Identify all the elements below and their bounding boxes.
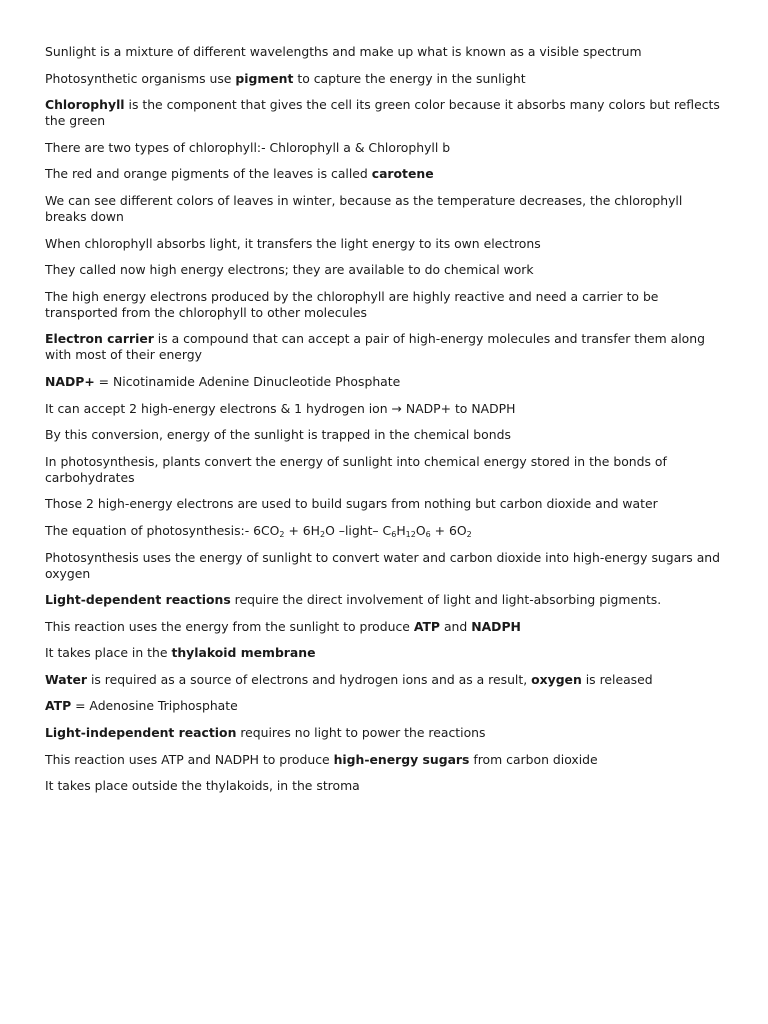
text-run: The equation of photosynthesis:- 6CO: [45, 522, 280, 538]
subscript: 6: [391, 529, 397, 539]
text-paragraph: [45, 496, 725, 512]
text-paragraph: [45, 454, 725, 486]
text-paragraph: [45, 401, 725, 417]
text-run: O: [415, 522, 426, 538]
text-paragraph: [45, 166, 725, 182]
text-run: Photosynthesis uses the energy of sunlight to convert water and carbon dioxide into high-energy sugars and oxygen: [45, 549, 721, 581]
bold-term: thylakoid membrane: [171, 645, 316, 661]
text-paragraph: [45, 725, 725, 741]
text-run: In photosynthesis, plants convert the energy of sunlight into chemical energy stored in the bonds of carbohydrates: [45, 453, 667, 485]
bold-term: carotene: [371, 166, 434, 182]
text-paragraph: [45, 71, 725, 87]
text-run: = Nicotinamide Adenine Dinucleotide Phosphate: [94, 373, 401, 389]
text-run: The red and orange pigments of the leaves is called: [45, 166, 372, 182]
text-run: is released: [581, 671, 653, 687]
subscript: 2: [279, 529, 285, 539]
bold-term: Light-dependent reactions: [45, 592, 231, 608]
text-run: It can accept 2 high-energy electrons & 1 hydrogen ion → NADP+ to NADPH: [45, 400, 516, 416]
text-run: = Adenosine Triphosphate: [71, 698, 238, 714]
text-paragraph: [45, 331, 725, 363]
bold-term: Light-independent reaction: [45, 725, 237, 741]
bold-term: ATP: [413, 618, 441, 634]
text-paragraph: [45, 592, 725, 608]
text-run: When chlorophyll absorbs light, it transfers the light energy to its own electrons: [45, 235, 541, 251]
text-run: The high energy electrons produced by the chlorophyll are highly reactive and need a carrier to be transported from the chlorophyll to other molecules: [45, 288, 659, 320]
bold-term: Chlorophyll: [45, 97, 125, 113]
text-run: This reaction uses ATP and NADPH to produce: [45, 751, 334, 767]
text-run: It takes place outside the thylakoids, in the stroma: [45, 778, 360, 794]
bold-term: Electron carrier: [45, 331, 154, 347]
text-paragraph: [45, 645, 725, 661]
text-paragraph: [45, 672, 725, 688]
text-run: O –light– C: [325, 522, 392, 538]
text-paragraph: [45, 427, 725, 443]
text-paragraph: [45, 236, 725, 252]
text-run: is required as a source of electrons and hydrogen ions and as a result,: [87, 671, 532, 687]
document-page: [45, 44, 725, 805]
text-run: and: [440, 618, 472, 634]
bold-term: Water: [45, 671, 88, 687]
bold-term: high-energy sugars: [333, 751, 470, 767]
bold-term: NADP+: [45, 373, 95, 389]
text-paragraph: [45, 698, 725, 714]
text-run: + 6O: [430, 522, 467, 538]
text-run: By this conversion, energy of the sunlight is trapped in the chemical bonds: [45, 427, 511, 443]
text-run: require the direct involvement of light and light-absorbing pigments.: [230, 592, 662, 608]
bold-term: ATP: [45, 698, 72, 714]
text-paragraph: [45, 374, 725, 390]
bold-term: pigment: [235, 70, 294, 86]
text-paragraph: [45, 523, 725, 539]
text-paragraph: [45, 550, 725, 582]
text-run: + 6H: [284, 522, 320, 538]
subscript: 2: [466, 529, 472, 539]
text-run: They called now high energy electrons; they are available to do chemical work: [45, 262, 534, 278]
text-paragraph: [45, 193, 725, 225]
text-run: There are two types of chlorophyll:- Chlorophyll a & Chlorophyll b: [45, 139, 451, 155]
text-paragraph: [45, 262, 725, 278]
text-run: is the component that gives the cell its green color because it absorbs many colors but reflects the green: [45, 97, 720, 129]
text-run: requires no light to power the reactions: [236, 725, 486, 741]
text-run: is a compound that can accept a pair of high-energy molecules and transfer them along with most of their energy: [45, 331, 705, 363]
text-run: It takes place in the: [45, 645, 172, 661]
text-run: This reaction uses the energy from the sunlight to produce: [45, 618, 414, 634]
text-paragraph: [45, 752, 725, 768]
text-run: Sunlight is a mixture of different wavelengths and make up what is known as a visible spectrum: [45, 44, 642, 59]
text-run: Photosynthetic organisms use: [45, 70, 236, 86]
text-paragraph: [45, 97, 725, 129]
subscript: 12: [405, 529, 416, 539]
bold-term: oxygen: [531, 671, 582, 687]
text-paragraph: [45, 619, 725, 635]
text-paragraph: [45, 289, 725, 321]
subscript: 6: [425, 529, 431, 539]
text-run: H: [396, 522, 406, 538]
text-run: from carbon dioxide: [469, 751, 598, 767]
bold-term: NADPH: [471, 618, 521, 634]
text-paragraph: [45, 44, 725, 60]
text-run: We can see different colors of leaves in winter, because as the temperature decreases, the chlorophyll breaks down: [45, 192, 683, 224]
text-run: Those 2 high-energy electrons are used to build sugars from nothing but carbon dioxide and water: [45, 496, 658, 512]
text-paragraph: [45, 778, 725, 794]
subscript: 2: [319, 529, 326, 539]
text-run: to capture the energy in the sunlight: [293, 70, 526, 86]
text-paragraph: [45, 140, 725, 156]
